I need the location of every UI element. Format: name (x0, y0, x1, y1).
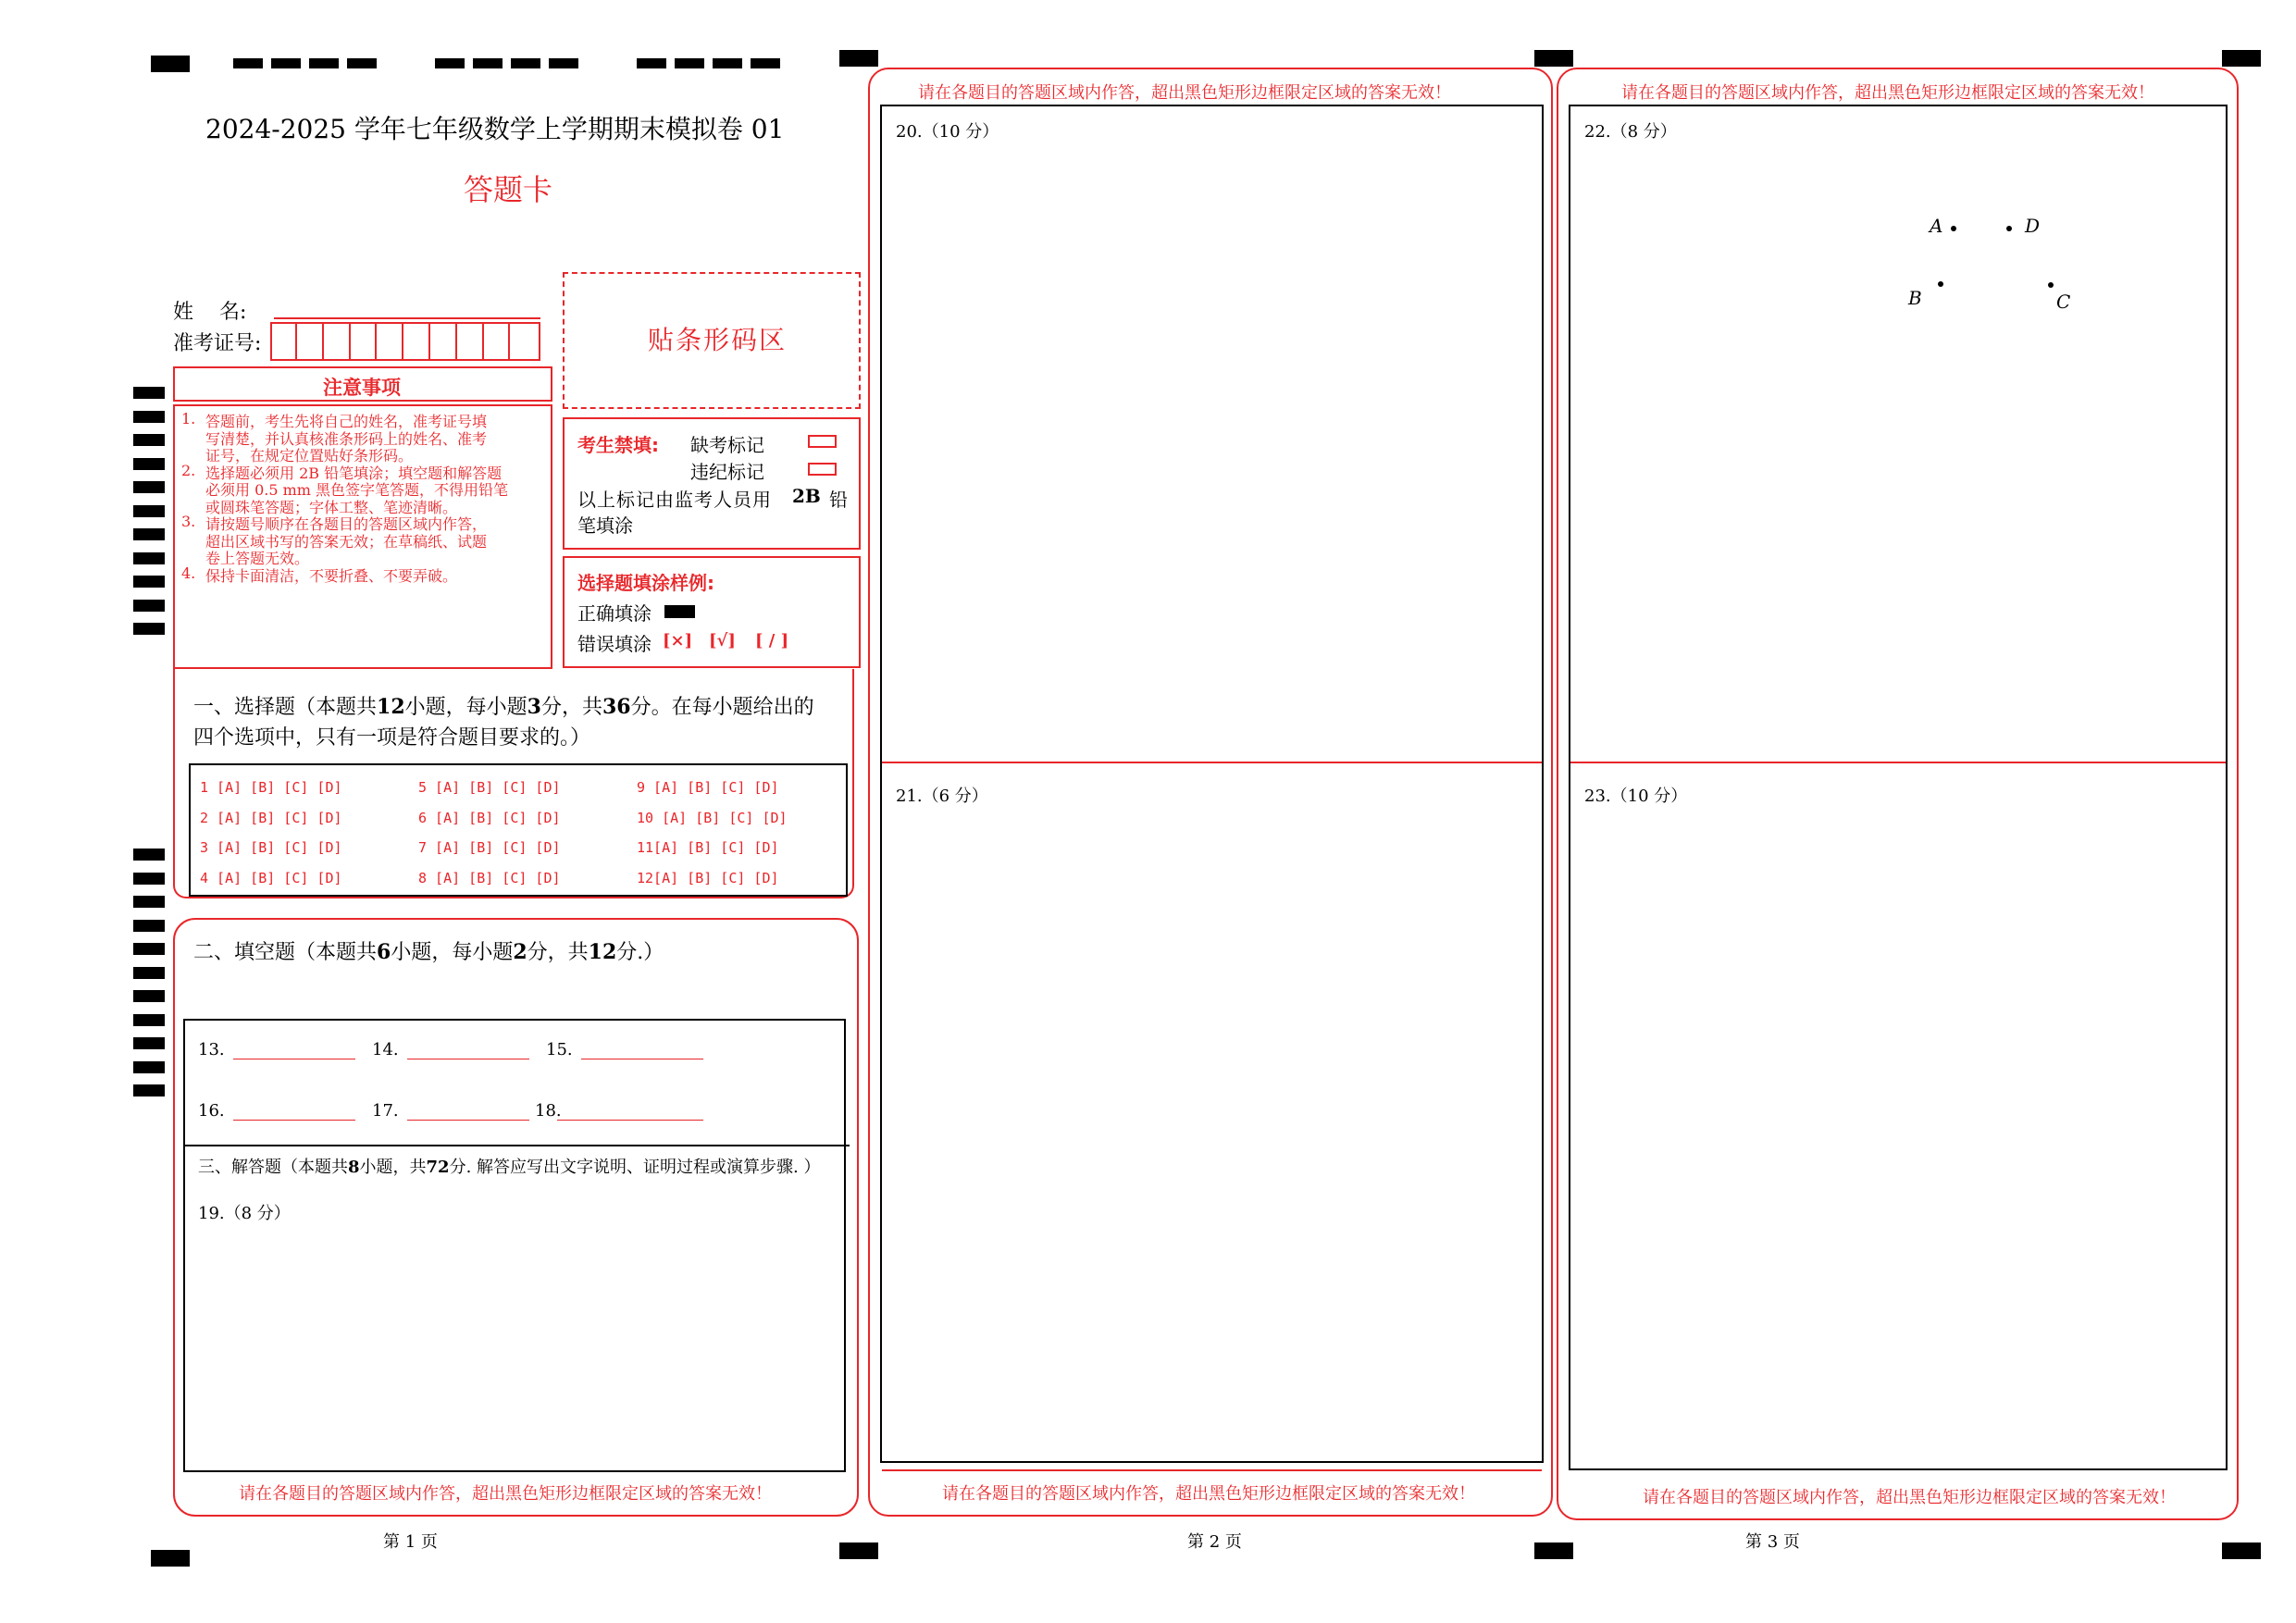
q17-label: 17. (372, 1101, 399, 1121)
timing-mark (133, 1084, 165, 1096)
timing-mark (151, 1550, 190, 1567)
notice-item-text: 写清楚，并认真核准条形码上的姓名、准考 (205, 429, 488, 448)
choice-question-10[interactable]: 4 [A] [B] [C] [D] (200, 870, 342, 886)
wrong-label: 错误填涂 (577, 633, 652, 655)
q16-blank[interactable] (233, 1099, 355, 1121)
warning-text-p2-top: 请在各题目的答题区域内作答，超出黑色矩形边框限定区域的答案无效！ (918, 83, 1451, 103)
notice-item-text: 超出区域书写的答案无效；在草稿纸、试题 (205, 532, 488, 551)
page-title: 2024-2025 学年七年级数学上学期期末模拟卷 01 (205, 114, 785, 144)
timing-mark (133, 1037, 165, 1049)
page2-divider (882, 762, 1542, 763)
choice-instructions-2: 四个选项中，只有一项是符合题目要求的。） (193, 726, 591, 750)
id-digit-cell[interactable] (459, 324, 484, 359)
timing-mark (133, 990, 165, 1002)
card-title: 答题卡 (464, 172, 553, 207)
choice-question-4[interactable]: 2 [A] [B] [C] [D] (200, 810, 342, 826)
timing-mark (133, 411, 165, 423)
q22-label: 22.（8 分） (1584, 122, 1677, 142)
timing-mark (511, 58, 540, 68)
warning-text-p3-bottom: 请在各题目的答题区域内作答，超出黑色矩形边框限定区域的答案无效！ (1643, 1488, 2176, 1507)
wrong-mark-cross: [×] (663, 631, 693, 650)
warning-text-p3-top: 请在各题目的答题区域内作答，超出黑色矩形边框限定区域的答案无效！ (1621, 83, 2154, 103)
q21-label: 21.（6 分） (896, 787, 988, 806)
q18-label: 18. (535, 1101, 562, 1121)
choice-question-11[interactable]: 8 [A] [B] [C] [D] (418, 870, 561, 886)
q19-answer-area[interactable] (185, 1231, 844, 1469)
timing-mark (1534, 50, 1573, 67)
choice-question-5[interactable]: 6 [A] [B] [C] [D] (418, 810, 561, 826)
solve-section-title: 三、解答题（本题共8小题，共72分. 解答应写出文字说明、证明过程或演算步骤. ） (198, 1158, 821, 1177)
choice-question-2[interactable]: 5 [A] [B] [C] [D] (418, 779, 561, 796)
notice-item-text: 保持卡面清洁，不要折叠、不要弄破。 (205, 566, 458, 585)
choice-question-12[interactable]: 12[A] [B] [C] [D] (637, 870, 779, 886)
q19-label: 19.（8 分） (198, 1204, 291, 1223)
name-label: 姓 名: (173, 301, 247, 324)
timing-mark (133, 967, 165, 979)
fill-section-title: 二、填空题（本题共6小题，每小题2分，共12分.） (193, 940, 664, 964)
timing-mark (133, 1014, 165, 1026)
id-field[interactable] (270, 322, 540, 361)
timing-mark (435, 58, 465, 68)
notice-item-number: 2. (181, 461, 196, 479)
timing-mark (133, 896, 165, 908)
timing-mark (133, 458, 165, 470)
page-number-1: 第 1 页 (383, 1532, 438, 1552)
timing-mark (151, 56, 190, 72)
choice-instructions-1: 一、选择题（本题共12小题，每小题3分，共36分。在每小题给出的 (193, 695, 814, 719)
id-digit-cell[interactable] (326, 324, 351, 359)
forbid-title: 考生禁填: (577, 434, 659, 456)
point-label-d: D (2025, 215, 2041, 237)
notice-item-text: 必须用 0.5 mm 黑色签字笔答题，不得用铅笔 (205, 481, 509, 499)
timing-mark (549, 58, 578, 68)
q21-answer-area[interactable] (882, 812, 1542, 1460)
timing-mark (2222, 50, 2261, 67)
notice-item-text: 答题前，考生先将自己的姓名，准考证号填 (205, 413, 488, 430)
id-digit-cell[interactable] (352, 324, 377, 359)
timing-mark (839, 1542, 878, 1559)
barcode-label: 贴条形码区 (648, 325, 788, 355)
notice-item-text: 选择题必须用 2B 铅笔填涂；填空题和解答题 (205, 464, 503, 482)
q20-label: 20.（10 分） (896, 122, 999, 142)
forbid-note-3: 笔填涂 (577, 514, 633, 537)
correct-fill-sample (664, 605, 695, 618)
timing-mark (133, 552, 165, 564)
notice-item-number: 3. (181, 513, 196, 530)
timing-mark (133, 920, 165, 932)
absent-mark-box[interactable] (808, 435, 837, 448)
point-label-c: C (2056, 291, 2071, 313)
timing-mark (473, 58, 503, 68)
q13-blank[interactable] (233, 1038, 355, 1059)
id-digit-cell[interactable] (485, 324, 510, 359)
point-b (1938, 281, 1943, 287)
notice-item-number: 1. (181, 410, 196, 427)
notice-item-number: 4. (181, 564, 196, 582)
q18-blank[interactable] (557, 1099, 703, 1121)
id-digit-cell[interactable] (405, 324, 430, 359)
id-digit-cell[interactable] (272, 324, 297, 359)
id-digit-cell[interactable] (299, 324, 324, 359)
point-a (1951, 226, 1956, 231)
timing-mark (133, 623, 165, 635)
q16-label: 16. (198, 1101, 225, 1121)
timing-mark (133, 1061, 165, 1073)
id-label: 准考证号: (173, 332, 262, 355)
forbid-note-bold: 2B (792, 485, 821, 507)
violation-mark-box[interactable] (808, 463, 837, 476)
correct-label: 正确填涂 (577, 602, 652, 625)
forbid-note-1: 以上标记由监考人员用 (577, 489, 772, 511)
name-field[interactable] (274, 317, 540, 319)
timing-mark (309, 58, 339, 68)
timing-mark (133, 505, 165, 517)
q20-answer-area[interactable] (882, 148, 1542, 759)
timing-mark (133, 387, 165, 399)
warning-text-p2-bottom: 请在各题目的答题区域内作答，超出黑色矩形边框限定区域的答案无效！ (942, 1484, 1475, 1504)
timing-mark (1534, 1542, 1573, 1559)
timing-mark (271, 58, 301, 68)
forbid-note-2: 铅 (829, 489, 848, 511)
timing-mark (133, 434, 165, 446)
q13-label: 13. (198, 1040, 225, 1059)
timing-mark (133, 873, 165, 885)
page-number-2: 第 2 页 (1187, 1532, 1242, 1552)
point-label-b: B (1908, 287, 1922, 309)
timing-mark (133, 481, 165, 493)
page3-divider (1570, 762, 2226, 763)
q15-blank[interactable] (581, 1038, 703, 1059)
choice-question-9[interactable]: 11[A] [B] [C] [D] (637, 839, 779, 856)
warning-text-p1: 请在各题目的答题区域内作答，超出黑色矩形边框限定区域的答案无效！ (239, 1484, 772, 1504)
q23-label: 23.（10 分） (1584, 787, 1688, 806)
q23-answer-area[interactable] (1570, 812, 2226, 1460)
notice-item-text: 或圆珠笔答题；字体工整、笔迹清晰。 (205, 498, 458, 516)
timing-mark (347, 58, 377, 68)
q15-label: 15. (546, 1040, 573, 1059)
timing-mark (751, 58, 780, 68)
choice-question-8[interactable]: 7 [A] [B] [C] [D] (418, 839, 561, 856)
divider (183, 1145, 850, 1146)
choice-question-3[interactable]: 9 [A] [B] [C] [D] (637, 779, 779, 796)
id-digit-cell[interactable] (512, 324, 537, 359)
point-d (2006, 226, 2012, 231)
violation-label: 违纪标记 (690, 461, 764, 483)
timing-mark (713, 58, 742, 68)
choice-question-1[interactable]: 1 [A] [B] [C] [D] (200, 779, 342, 796)
notice-title: 注意事项 (323, 377, 401, 399)
timing-mark (133, 600, 165, 612)
timing-mark (675, 58, 704, 68)
page2-bottom-line (882, 1469, 1542, 1471)
q14-blank[interactable] (407, 1038, 529, 1059)
wrong-mark-check: [√] (709, 631, 736, 650)
notice-item-text: 请按题号顺序在各题目的答题区域内作答， (205, 515, 488, 533)
id-digit-cell[interactable] (379, 324, 403, 359)
timing-mark (133, 528, 165, 540)
notice-item-text: 卷上答题无效。 (205, 550, 310, 567)
timing-mark (637, 58, 666, 68)
q17-blank[interactable] (407, 1099, 529, 1121)
timing-mark (133, 943, 165, 955)
timing-mark (133, 576, 165, 588)
absent-label: 缺考标记 (690, 434, 764, 456)
timing-mark (2222, 1542, 2261, 1559)
notice-item-text: 证号，在规定位置贴好条形码。 (205, 447, 414, 465)
sample-title: 选择题填涂样例: (577, 572, 714, 594)
id-digit-cell[interactable] (432, 324, 457, 359)
choice-question-6[interactable]: 10 [A] [B] [C] [D] (637, 810, 788, 826)
choice-question-7[interactable]: 3 [A] [B] [C] [D] (200, 839, 342, 856)
timing-mark (839, 50, 878, 67)
point-c (2048, 282, 2054, 288)
wrong-mark-slash: [ / ] (755, 631, 789, 650)
point-label-a: A (1930, 215, 1943, 237)
page-number-3: 第 3 页 (1745, 1532, 1800, 1552)
timing-mark (133, 849, 165, 861)
q14-label: 14. (372, 1040, 399, 1059)
q22-answer-area[interactable] (1570, 148, 2226, 759)
timing-mark (233, 58, 263, 68)
